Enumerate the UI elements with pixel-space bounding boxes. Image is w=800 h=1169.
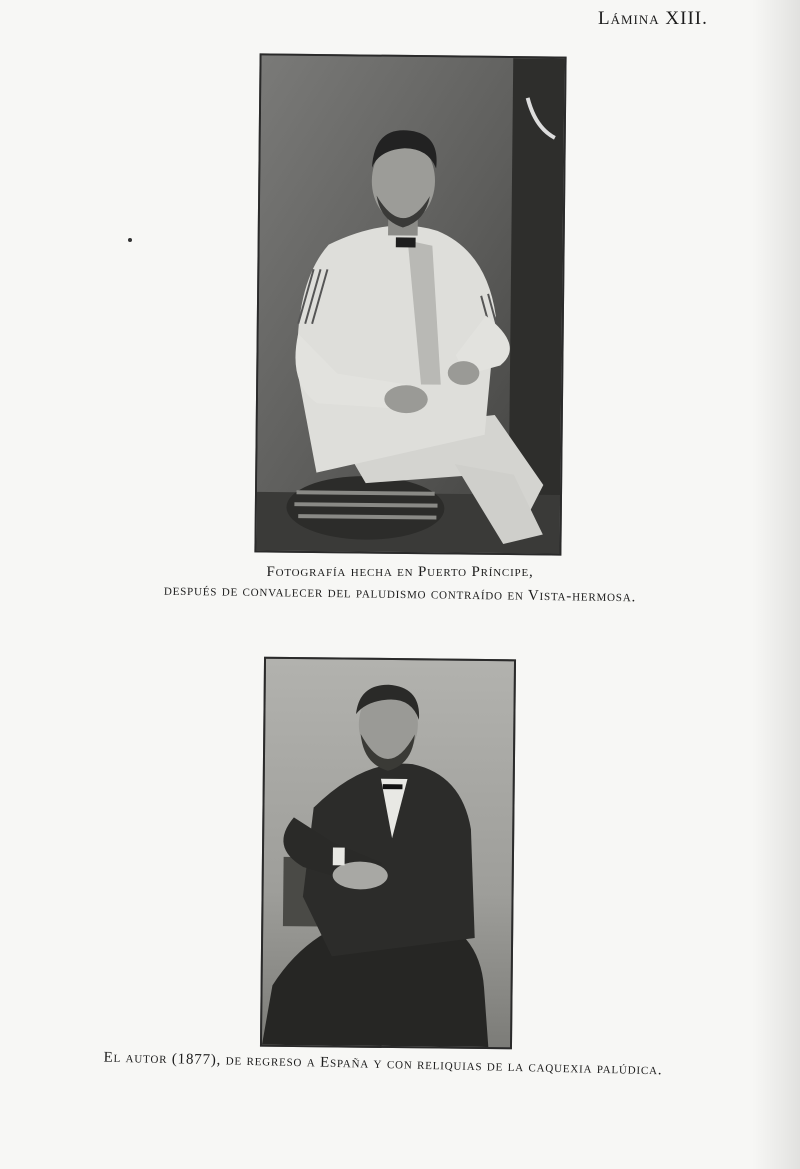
page-edge-shadow [752, 0, 800, 1169]
plate-label: Lámina XIII. [598, 8, 708, 29]
photo-2-caption: El autor (1877), de regreso a España y con reliquias de la caquexia palúdica. [103, 1049, 663, 1079]
photo-1-caption-line-1: Fotografía hecha en Puerto Príncipe, [266, 564, 534, 580]
ink-speck [128, 238, 132, 242]
photo-uniform-portrait [254, 53, 566, 555]
photo-author-portrait [260, 657, 516, 1050]
photo-1-caption-line-2: después de convalecer del paludismo contraído en Vista-hermosa. [163, 582, 637, 606]
